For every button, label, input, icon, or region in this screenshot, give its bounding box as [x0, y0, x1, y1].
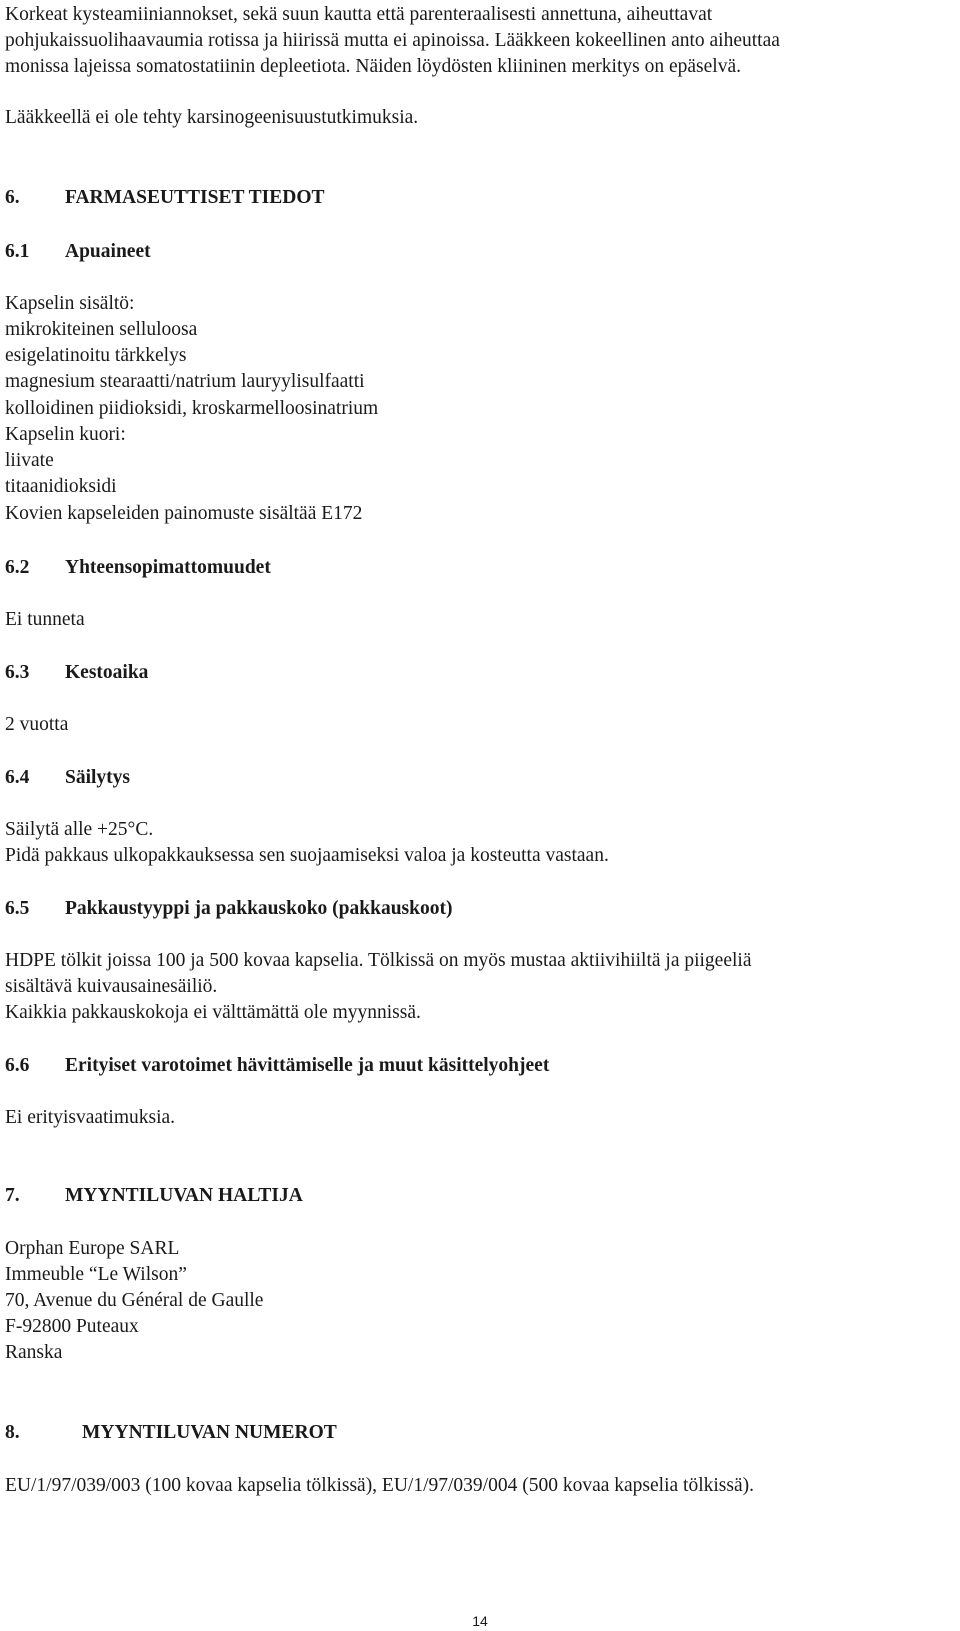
subsection-6-6-heading: [5, 1054, 549, 1078]
section-number: 6.: [5, 187, 20, 208]
excipient-line: esigelatinoitu tärkkelys: [5, 345, 187, 366]
subsection-6-5-heading: [5, 897, 452, 921]
intro-line: Korkeat kysteamiiniannokset, sekä suun kautta että parenteraalisesti annettuna, aiheuttavat: [5, 4, 713, 25]
subsection-title: Kestoaika: [65, 662, 149, 683]
subsection-number: 6.3: [5, 662, 30, 683]
section-title: MYYNTILUVAN NUMEROT: [82, 1422, 337, 1443]
body-line: Kaikkia pakkauskokoja ei välttämättä ole myynnissä.: [5, 1002, 421, 1023]
subsection-number: 6.1: [5, 241, 30, 262]
excipient-line: kolloidinen piidioksidi, kroskarmelloosinatrium: [5, 398, 379, 419]
address-line: Ranska: [5, 1342, 63, 1363]
page-number: 14: [472, 1613, 488, 1629]
excipient-line: Kapselin kuori:: [5, 424, 126, 445]
section-number: 8.: [5, 1422, 20, 1443]
address-line: F-92800 Puteaux: [5, 1316, 139, 1337]
body-line: HDPE tölkit joissa 100 ja 500 kovaa kapselia. Tölkissä on myös mustaa aktiivihiiltä ja piigeeliä: [5, 950, 752, 971]
section-title: FARMASEUTTISET TIEDOT: [65, 187, 325, 208]
address-line: 70, Avenue du Général de Gaulle: [5, 1290, 264, 1311]
excipient-line: Kapselin sisältö:: [5, 293, 135, 314]
excipient-line: magnesium stearaatti/natrium lauryylisulfaatti: [5, 371, 365, 392]
subsection-title: Pakkaustyyppi ja pakkauskoko (pakkauskoot): [65, 898, 453, 919]
intro-line: monissa lajeissa somatostatiinin depleetiota. Näiden löydösten kliininen merkitys on epäselvä.: [5, 56, 741, 77]
subsection-6-1-heading: [5, 240, 151, 264]
excipient-line: Kovien kapseleiden painomuste sisältää E172: [5, 503, 363, 524]
subsection-title: Erityiset varotoimet hävittämiselle ja muut käsittelyohjeet: [65, 1055, 550, 1076]
body-line: sisältävä kuivausainesäiliö.: [5, 976, 218, 997]
section-title: MYYNTILUVAN HALTIJA: [65, 1185, 303, 1206]
excipient-line: mikrokiteinen selluloosa: [5, 319, 198, 340]
body-line: 2 vuotta: [5, 714, 69, 735]
address-line: Immeuble “Le Wilson”: [5, 1264, 187, 1285]
subsection-number: 6.5: [5, 898, 30, 919]
section-6-heading: [5, 186, 325, 210]
body-line: EU/1/97/039/003 (100 kovaa kapselia tölkissä), EU/1/97/039/004 (500 kovaa kapselia tölkissä).: [5, 1475, 754, 1496]
subsection-number: 6.4: [5, 767, 30, 788]
body-line: Ei erityisvaatimuksia.: [5, 1107, 176, 1128]
subsection-number: 6.6: [5, 1055, 30, 1076]
subsection-title: Säilytys: [65, 767, 131, 788]
address-line: Orphan Europe SARL: [5, 1238, 180, 1259]
intro-line: pohjukaissuolihaavaumia rotissa ja hiirissä mutta ei apinoissa. Lääkkeen kokeellinen anto aiheuttaa: [5, 30, 780, 51]
subsection-title: Yhteensopimattomuudet: [65, 557, 271, 578]
section-8-heading: [5, 1421, 337, 1445]
section-number: 7.: [5, 1185, 20, 1206]
subsection-6-3-heading: [5, 661, 148, 685]
subsection-6-4-heading: [5, 766, 130, 790]
body-line: Säilytä alle +25°C.: [5, 819, 154, 840]
excipient-line: titaanidioksidi: [5, 476, 117, 497]
excipient-line: liivate: [5, 450, 54, 471]
subsection-6-2-heading: [5, 556, 271, 580]
body-line: Pidä pakkaus ulkopakkauksessa sen suojaamiseksi valoa ja kosteutta vastaan.: [5, 845, 609, 866]
subsection-number: 6.2: [5, 557, 30, 578]
body-line: Ei tunneta: [5, 609, 85, 630]
intro-line: Lääkkeellä ei ole tehty karsinogeenisuustutkimuksia.: [5, 107, 419, 128]
subsection-title: Apuaineet: [65, 241, 151, 262]
section-7-heading: [5, 1184, 303, 1208]
